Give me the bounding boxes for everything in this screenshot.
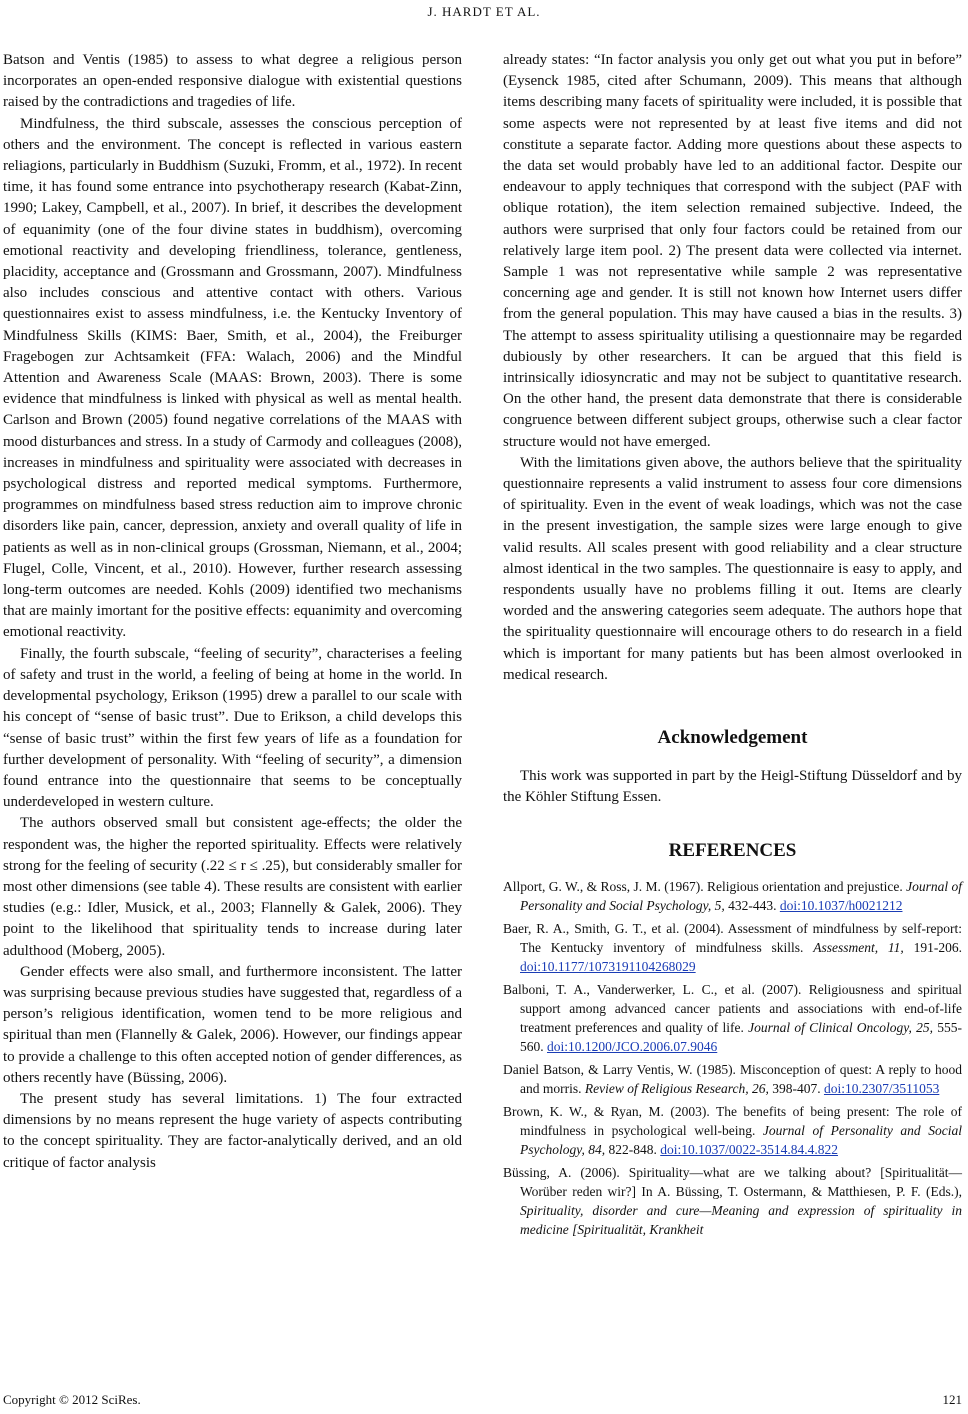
left-column — [3, 50, 462, 1174]
paragraph: The present study has several limitations. 1) The four extracted dimensions by no means represent the huge variety of aspects contributing to the concept spirituality. They are factor-analytically derived, and an old critique of factor analysis — [3, 1090, 462, 1171]
doi-link[interactable]: doi:10.1037/0022-3514.84.4.822 — [660, 1141, 838, 1157]
reference-item: Brown, K. W., & Ryan, M. (2003). The benefits of being present: The role of mindfulness in psychological well-being. Journal of Personality and Social Psychology, 84, 822-848. doi:10.1037/0022-3514.84.4.822 — [503, 1103, 962, 1157]
page-number: 121 — [942, 1392, 962, 1407]
reference-item: Büssing, A. (2006). Spirituality—what are we talking about? [Spiritualität—Worüber reden wir?] In A. Büssing, T. Ostermann, & Matthiesen, P. F. (Eds.), Spirituality, disorder and cure—Meaning and expression of spirituality in medicine [Spiritualität, Krankheit — [503, 1164, 962, 1237]
acknowledgement-heading: Acknowledgement — [657, 727, 808, 749]
right-column — [503, 50, 962, 1243]
reference-item: Balboni, T. A., Vanderwerker, L. C., et al. (2007). Religiousness and spiritual support among advanced cancer patients and associations with end-of-life treatment preferences and quality of life. Journal of Clinical Oncology, 25, 555-560. doi:10.1200/JCO.2006.07.9046 — [503, 981, 962, 1054]
paragraph: Mindfulness, the third subscale, assesses the conscious perception of others and the environment. The concept is reflected in various eastern reliagions, particularly in Buddhism (Suzuki, Fromm, et al., 1972). In recent time, it has found some entrance into psychotherapy research (Kabat-Zinn, 1990; Lakey, Campbell, et al., 2007). In brief, it describes the development of equanimity (one of the four divine states in buddhism), overcoming emotional reactivity and developing friendliness, tolerance, gentleness, placidity, acceptance and (Grossmann and Grossmann, 2007). Mindfulness also includes conscious and attentive contact with others. Various questionnaires exist to assess mindfulness, i.e. the Kentucky Inventory of Mindfulness Skills (KIMS: Baer, Smith, et al., 2004), the Freiburger Fragebogen zur Achtsamkeit (FFA: Walach, 2006) and the Mindful Attention and Awareness Scale (MAAS: Brown, 2003). There is some evidence that mindfulness is linked with physical as well as mental health. Carlson and Brown (2005) found negative correlations of the MAAS with mood disturbances and stress. In a study of Carmody and colleagues (2008), increases in mindfulness and spirituality were associated with decreases in psychological distress and reported medical symptoms. Furthermore, programmes on mindfulness based stress reduction aim to improve chronic disorders like pain, cancer, depression, anxiety and overall quality of life in patients as well as in non-clinical groups (Grossman, Niemann, et al., 2004; Flugel, Colle, Vincent, et al., 2010). However, further research assessing long-term outcomes are needed. Kohls (2009) identified two mechanisms that are mainly imortant for the positive effects: equanimity and overcoming emotional reactivity. — [3, 115, 462, 641]
doi-link[interactable]: doi:10.2307/3511053 — [823, 1080, 940, 1096]
paragraph: Batson and Ventis (1985) to assess to what degree a religious person incorporates an open-ended responsive dialogue with existential questions raised by the contradictions and tragedies of life. — [3, 52, 462, 111]
reference-item: Baer, R. A., Smith, G. T., et al. (2004). Assessment of mindfulness by self-report: The Kentucky inventory of mindfulness skills. Assessment, 11, 191-206. doi:10.1177/1073191104268029 — [503, 920, 962, 974]
paragraph: already states: “In factor analysis you only get out what you put in before” (Eysenck 1985, cited after Schumann, 2009). This means that although items describing many facets of spirituality were included, it is possible that some aspects were not represented by at least five items and did not constitute a separate factor. Adding more questions about these aspects to the data set would probably have led to an additional factor. Despite our endeavour to apply techniques that correspond with the subject (PAF with oblique rotation), the item selection remained subjective. Indeed, the authors were surprised that only four factors could be retained from our relatively large item pool. 2) The present data were collected via internet. Sample 1 was not representative while sample 2 was representative concerning age and gender. It is still not known how Internet users differ from the general population. This may have caused a bias in the results. 3) The attempt to assess spirituality utilising a questionnaire may be regarded dubiously by other researchers. It can be argued that this field is intrinsically idiosyncratic and may not be subject to quantitative research. On the other hand, the present data demonstrate that there is considerable congruence between different subject groups, otherwise such a clear factor structure would not have emerged. — [503, 52, 962, 450]
paragraph: Gender effects were also small, and furthermore inconsistent. The latter was surprising because previous studies have suggested that, regardless of a person’s religious identification, women tend to be more religious and spiritual than men (Flannelly & Galek, 2006). However, our findings appear to provide a challenge to this often accepted notion of gender differences, as others recently have (Büssing, 2006). — [3, 963, 462, 1086]
reference-item: Daniel Batson, & Larry Ventis, W. (1985). Misconception of quest: A reply to hood and morris. Review of Religious Research, 26, 398-407. doi:10.2307/3511053 — [503, 1061, 962, 1096]
copyright-footer: Copyright © 2012 SciRes. — [3, 1392, 141, 1407]
reference-item: Allport, G. W., & Ross, J. M. (1967). Religious orientation and prejustice. Journal of Personality and Social Psychology, 5, 432-443. doi:10.1037/h0021212 — [503, 878, 962, 913]
doi-link[interactable]: doi:10.1200/JCO.2006.07.9046 — [547, 1038, 718, 1054]
paragraph: With the limitations given above, the authors believe that the spirituality questionnaire represents a valid instrument to assess four core dimensions of spirituality. Even in the event of weak loadings, which was not the case in the present investigation, the sample sizes were large enough to give valid results. All scales present with good reliability and a clear structure almost identical in the two samples. The questionnaire is easy to apply, and respondents usually have no problems filling it out. Items are clearly worded and the answering categories seem adequate. The authors hope that the spirituality questionnaire will encourage others to do research in a field which is important for many patients but has been almost overlooked in medical research. — [503, 454, 962, 683]
doi-link[interactable]: doi:10.1177/1073191104268029 — [520, 958, 696, 974]
acknowledgement-text: This work was supported in part by the Heigl-Stiftung Düsseldorf and by the Köhler Stiftung Essen. — [503, 768, 962, 806]
doi-link[interactable]: doi:10.1037/h0021212 — [779, 897, 903, 913]
references-heading: REFERENCES — [668, 839, 797, 861]
paragraph: Finally, the fourth subscale, “feeling of security”, characterises a feeling of safety and trust in the world, a feeling of being at home in the world. In developmental psychology, Erikson (1995) drew a parallel to our scale with his concept of “sense of basic trust”. Due to Erikson, a child develops this “sense of basic trust” within the first few years of life as a foundation for further development of personality. With “feeling of security”, a dimension found entrance into the questionnaire that seems to be conceptually underdeveloped in western culture. — [3, 645, 462, 811]
running-header: J. HARDT ET AL. — [427, 4, 541, 19]
reference-list — [503, 877, 962, 1239]
paragraph: The authors observed small but consistent age-effects; the older the respondent was, the higher the reported spirituality. Effects were relatively strong for the feeling of security (.22 ≤ r ≤ .25), but considerably smaller for most other dimensions (see table 4). These results are consistent with earlier studies (e.g.: Idler, Musick, et al., 2003; Flannelly & Galek, 2006). They point to the likelihood that spirituality tends to increase during later adulthood (Moberg, 2005). — [3, 815, 462, 959]
